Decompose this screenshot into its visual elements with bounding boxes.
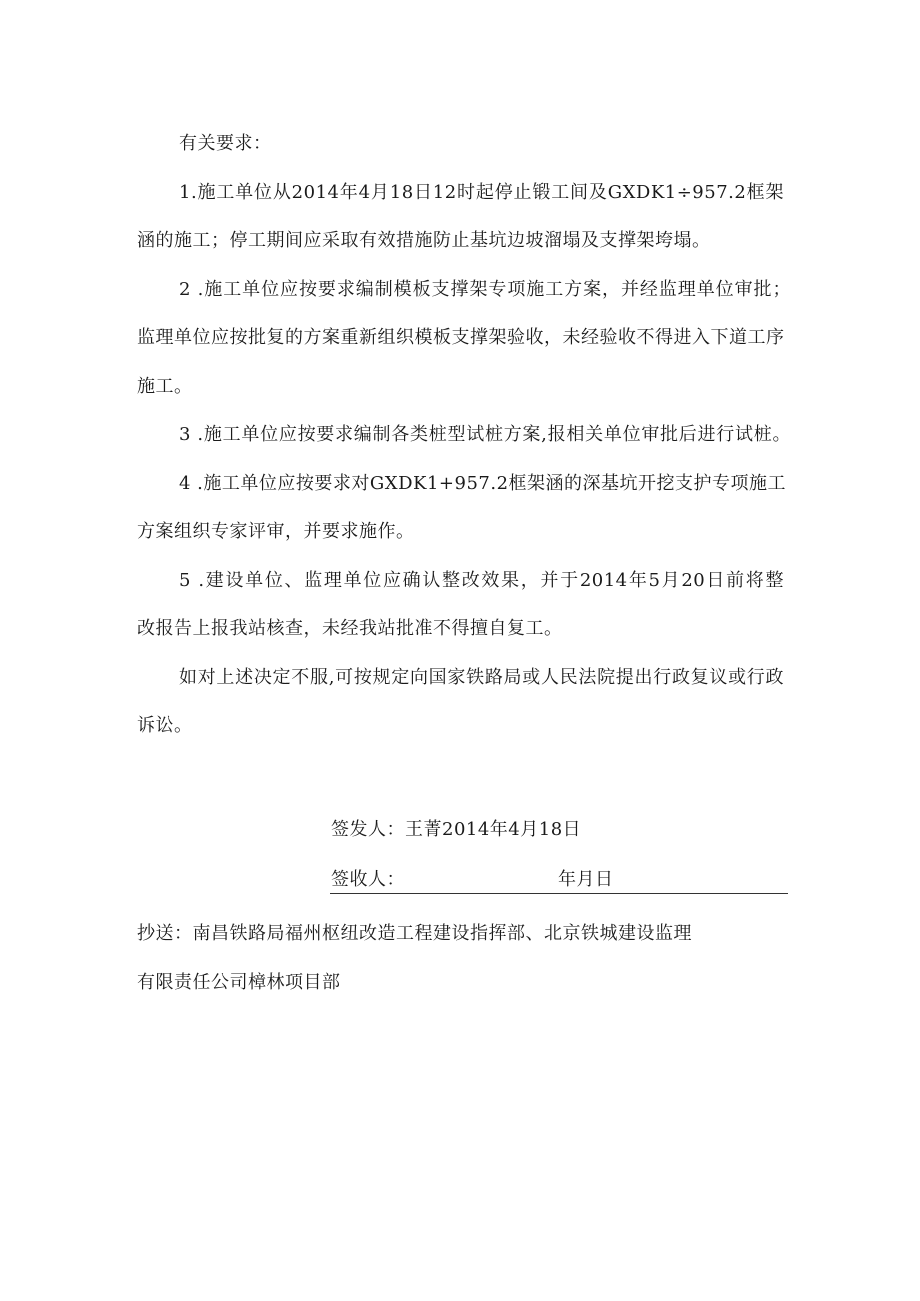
item-5-line-2: 改报告上报我站核查，未经我站批准不得擅自复工。 xyxy=(137,618,563,639)
receiver-date: 年月日 xyxy=(558,869,614,890)
receiver-label: 签收人： xyxy=(331,869,405,890)
item-1-line-2: 涵的施工；停工期间应采取有效措施防止基坑边坡溜塌及支撑架垮塌。 xyxy=(137,230,711,251)
item-2-line-1: 2 .施工单位应按要求编制模板支撑架专项施工方案，并经监理单位审批； xyxy=(179,279,791,300)
item-3-line-1: 3 .施工单位应按要求编制各类桩型试桩方案,报相关单位审批后进行试桩。 xyxy=(179,424,791,445)
item-4-line-1: 4 .施工单位应按要求对GXDK1+957.2框架涵的深基坑开挖支护专项施工 xyxy=(179,473,787,494)
item-2-line-2: 监理单位应按批复的方案重新组织模板支撑架验收，未经验收不得进入下道工序 xyxy=(137,327,785,348)
item-5-line-1: 5 .建设单位、监理单位应确认整改效果，并于2014年5月20日前将整 xyxy=(179,570,784,591)
receiver-underline xyxy=(330,893,788,894)
cc-line-1: 抄送：南昌铁路局福州枢纽改造工程建设指挥部、北京铁城建设监理 xyxy=(137,923,692,944)
item-1-line-1: 1.施工单位从2014年4月18日12时起停止锻工间及GXDK1÷957.2框架 xyxy=(179,182,784,203)
signer-line: 签发人：王菁2014年4月18日 xyxy=(331,819,582,840)
cc-line-2: 有限责任公司樟林项目部 xyxy=(137,972,341,993)
item-2-line-3: 施工。 xyxy=(137,376,193,397)
requirements-heading: 有关要求： xyxy=(179,133,272,154)
item-4-line-2: 方案组织专家评审，并要求施作。 xyxy=(137,521,415,542)
appeal-line-1: 如对上述决定不服,可按规定向国家铁路局或人民法院提出行政复议或行政 xyxy=(179,667,784,688)
appeal-line-2: 诉讼。 xyxy=(137,715,193,736)
